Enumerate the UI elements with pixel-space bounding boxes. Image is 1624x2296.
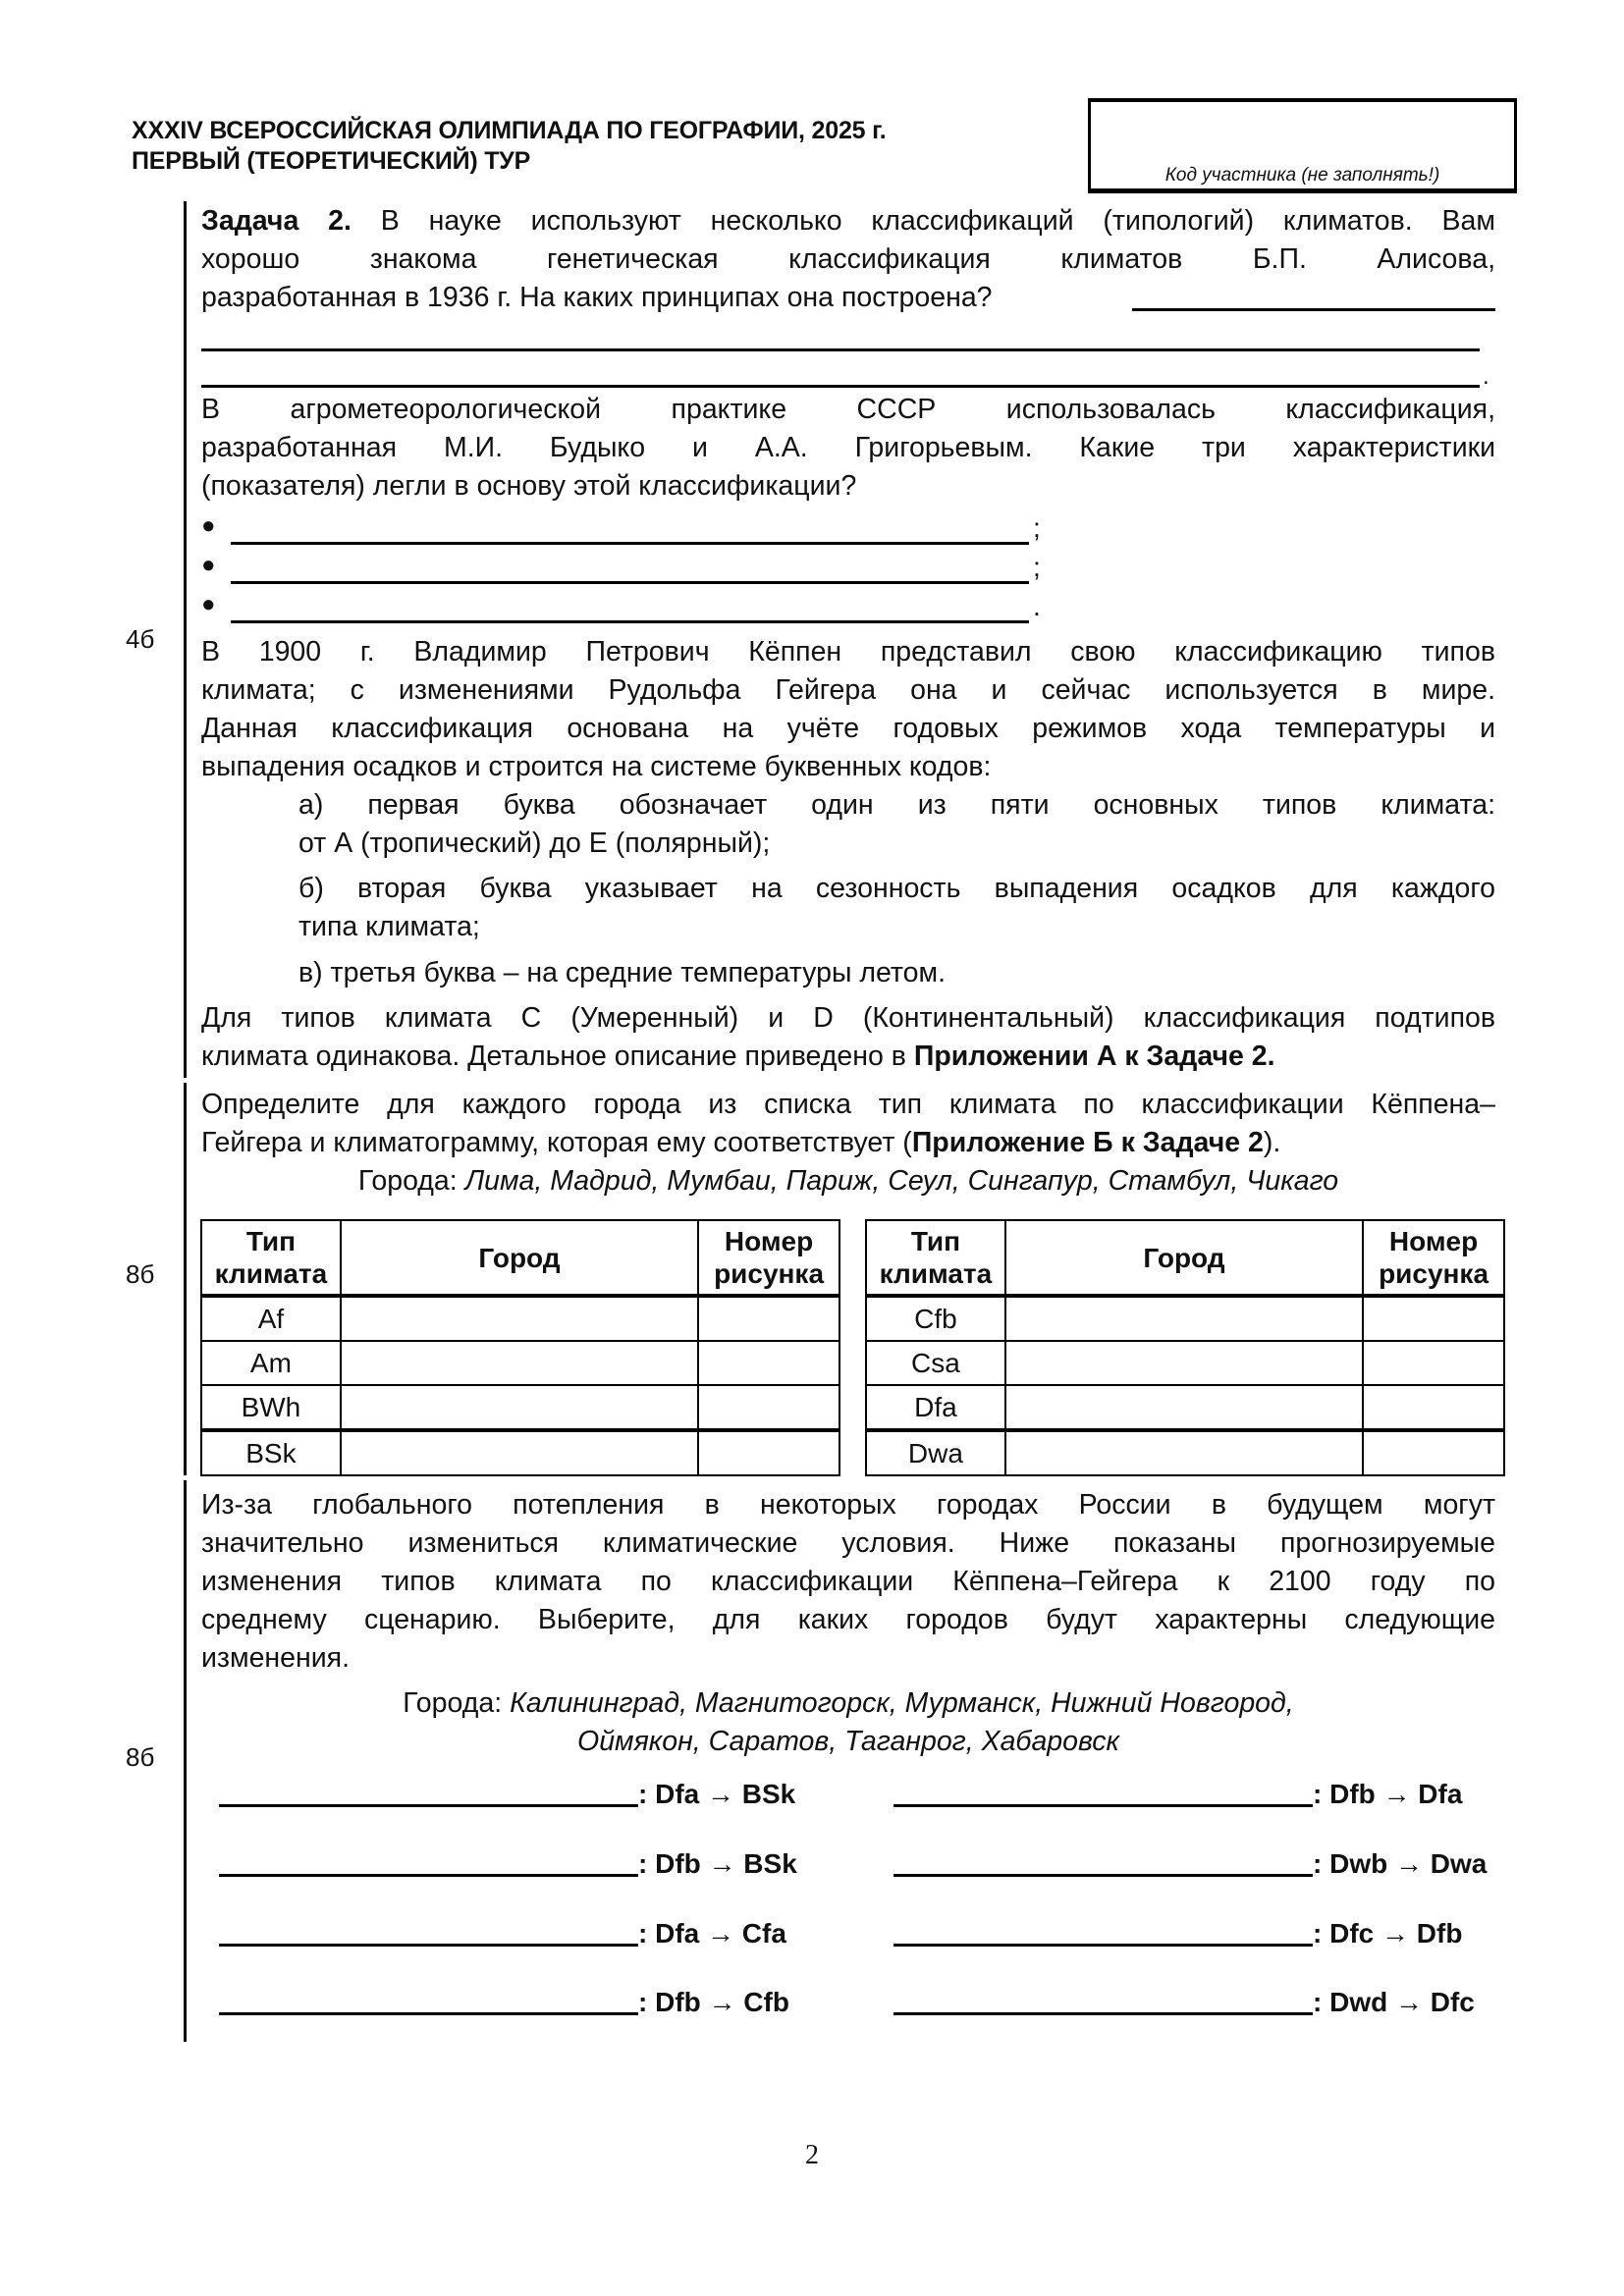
header-city: Город bbox=[341, 1220, 698, 1296]
table-row bbox=[201, 1430, 839, 1475]
figure-input-cell[interactable] bbox=[1363, 1385, 1504, 1430]
transition-row: : Dfb → Cfb bbox=[219, 1987, 789, 2018]
table-row bbox=[866, 1430, 1504, 1475]
koppen-description: В 1900 г. Владимир Петрович Кёппен представил свою классификацию типов климата; с изменениями Рудольфа Гейгера она и сейчас используется в мире. Данная классификация основана на учёте годовых режимов хода температуры и выпадения осадков и строится на системе буквенных кодов: bbox=[201, 636, 1495, 782]
city-answer-line[interactable] bbox=[893, 1944, 1313, 1947]
answer-line-budyko-2[interactable] bbox=[231, 581, 1029, 584]
koppen-rule-a: а) первая буква обозначает один из пяти основных типов климата: от А (тропический) до Е (полярный); bbox=[298, 789, 1495, 859]
koppen-rule-b: б) вторая буква указывает на сезонность выпадения осадков для каждого типа климата; bbox=[298, 873, 1495, 942]
koppen-rule-c: в) третья буква – на средние температуры летом. bbox=[298, 957, 946, 988]
climate-type-cell: Af bbox=[201, 1296, 341, 1341]
answer-line-budyko-1[interactable] bbox=[231, 542, 1029, 545]
climate-type-cell: Cfb bbox=[866, 1296, 1005, 1341]
city-input-cell[interactable] bbox=[1005, 1341, 1363, 1385]
climate-type-cell: Dwa bbox=[866, 1430, 1005, 1475]
city-answer-line[interactable] bbox=[893, 1804, 1313, 1807]
task-intro: Задача 2. В науке используют несколько классификаций (типологий) климатов. Вам хорошо знакома генетическая классификация климатов Б.П. Алисова, разработанная в 1936 г. На каких принципах она построена? bbox=[201, 205, 1495, 313]
answer-line-alisov-1[interactable] bbox=[1132, 308, 1495, 311]
appendix-a-ref: Приложении А к Задаче 2. bbox=[913, 1041, 1275, 1072]
bullet-icon: ● bbox=[201, 552, 216, 578]
olympiad-header bbox=[132, 116, 887, 177]
climate-table-left bbox=[200, 1219, 840, 1476]
transition-row: : Dfc → Dfb bbox=[893, 1918, 1462, 1949]
transition-row: : Dfb → BSk bbox=[219, 1848, 797, 1880]
transition-row: : Dfa → Cfa bbox=[219, 1918, 786, 1949]
city-answer-line[interactable] bbox=[219, 2012, 638, 2015]
margin-bar-part1 bbox=[184, 201, 187, 1078]
climate-type-cell: Csa bbox=[866, 1341, 1005, 1385]
header-figure-number: Номер рисунка bbox=[1363, 1220, 1504, 1296]
table-row bbox=[201, 1296, 839, 1341]
define-instruction: Определите для каждого города из списка тип климата по классификации Кёппена– Гейгера и климатограмму, которая ему соответствует (Приложение Б к Задаче 2). bbox=[201, 1089, 1495, 1158]
figure-input-cell[interactable] bbox=[698, 1341, 839, 1385]
city-input-cell[interactable] bbox=[341, 1296, 698, 1341]
city-input-cell[interactable] bbox=[341, 1341, 698, 1385]
city-input-cell[interactable] bbox=[341, 1430, 698, 1475]
table-row bbox=[201, 1341, 839, 1385]
cities-list-2: Города: Калининград, Магнитогорск, Мурманск, Нижний Новгород, Оймякон, Саратов, Таганрог, Хабаровск bbox=[403, 1687, 1294, 1757]
header-climate-type: Тип климата bbox=[866, 1220, 1005, 1296]
score-part3: 8б bbox=[126, 1742, 155, 1772]
table-row bbox=[866, 1385, 1504, 1430]
city-input-cell[interactable] bbox=[341, 1385, 698, 1430]
table-row bbox=[201, 1385, 839, 1430]
header-climate-type: Тип климата bbox=[201, 1220, 341, 1296]
climate-type-cell: Dfa bbox=[866, 1385, 1005, 1430]
margin-bar-part2 bbox=[184, 1083, 187, 1475]
score-part2: 8б bbox=[126, 1259, 155, 1289]
table-row bbox=[866, 1296, 1504, 1341]
margin-bar-part3 bbox=[184, 1480, 187, 2042]
transition-row: : Dwd → Dfc bbox=[893, 1987, 1475, 2018]
header-city: Город bbox=[1005, 1220, 1363, 1296]
figure-input-cell[interactable] bbox=[1363, 1430, 1504, 1475]
answer-line-alisov-2[interactable] bbox=[201, 348, 1480, 351]
climate-type-cell: BWh bbox=[201, 1385, 341, 1430]
city-input-cell[interactable] bbox=[1005, 1296, 1363, 1341]
answer-line-budyko-3[interactable] bbox=[231, 620, 1029, 623]
cd-note: Для типов климата С (Умеренный) и D (Континентальный) классификация подтипов климата одинакова. Детальное описание приведено в Приложении А к Задаче 2. bbox=[201, 1002, 1495, 1072]
city-answer-line[interactable] bbox=[219, 1874, 638, 1877]
climate-table-right bbox=[865, 1219, 1505, 1476]
figure-input-cell[interactable] bbox=[1363, 1296, 1504, 1341]
climate-type-cell: Am bbox=[201, 1341, 341, 1385]
budyko-answer-1: ● ; bbox=[201, 512, 1041, 543]
climate-type-cell: BSk bbox=[201, 1430, 341, 1475]
city-input-cell[interactable] bbox=[1005, 1430, 1363, 1475]
city-answer-line[interactable] bbox=[219, 1804, 638, 1807]
budyko-answer-3: ● . bbox=[201, 591, 1041, 621]
appendix-b-ref: Приложение Б к Задаче 2 bbox=[911, 1127, 1264, 1158]
bullet-icon: ● bbox=[201, 591, 216, 617]
city-answer-line[interactable] bbox=[893, 2012, 1313, 2015]
warming-instruction: Из-за глобального потепления в некоторых городах России в будущем могут значительно измениться климатические условия. Ниже показаны прогнозируемые изменения типов климата по классификации Кёппена–Гейгера к 2100 году по среднему сценарию. Выберите, для каких городов будут характерны следующие изменения. bbox=[201, 1489, 1495, 1674]
header-figure-number: Номер рисунка bbox=[698, 1220, 839, 1296]
figure-input-cell[interactable] bbox=[698, 1385, 839, 1430]
figure-input-cell[interactable] bbox=[1363, 1341, 1504, 1385]
city-answer-line[interactable] bbox=[893, 1874, 1313, 1877]
participant-code-label: Код участника (не заполнять!) bbox=[1164, 165, 1440, 186]
table-row bbox=[866, 1341, 1504, 1385]
header-title: XXXIV ВСЕРОССИЙСКАЯ ОЛИМПИАДА ПО ГЕОГРАФИИ, 2025 г. bbox=[132, 117, 887, 144]
cities-list-1: Города: Лима, Мадрид, Мумбаи, Париж, Сеул, Сингапур, Стамбул, Чикаго bbox=[357, 1165, 1339, 1197]
transition-row: : Dwb → Dwa bbox=[893, 1848, 1487, 1880]
participant-code-box[interactable] bbox=[1088, 98, 1517, 193]
page-number: 2 bbox=[805, 2140, 819, 2170]
task-title: Задача 2. bbox=[201, 205, 352, 237]
header-subtitle: ПЕРВЫЙ (ТЕОРЕТИЧЕСКИЙ) ТУР bbox=[132, 147, 531, 175]
figure-input-cell[interactable] bbox=[698, 1430, 839, 1475]
answer-line-alisov-3[interactable] bbox=[201, 385, 1480, 388]
budyko-question: В агрометеорологической практике СССР использовалась классификация, разработанная М.И. Будыко и А.А. Григорьевым. Какие три характеристики (показателя) легли в основу этой классификации? bbox=[201, 394, 1495, 502]
transition-row: : Dfa → BSk bbox=[219, 1779, 795, 1810]
figure-input-cell[interactable] bbox=[698, 1296, 839, 1341]
city-answer-line[interactable] bbox=[219, 1944, 638, 1947]
bullet-icon: ● bbox=[201, 512, 216, 539]
transition-row: : Dfb → Dfa bbox=[893, 1779, 1462, 1810]
city-input-cell[interactable] bbox=[1005, 1385, 1363, 1430]
budyko-answer-2: ● ; bbox=[201, 552, 1041, 582]
score-part1: 4б bbox=[126, 624, 155, 654]
